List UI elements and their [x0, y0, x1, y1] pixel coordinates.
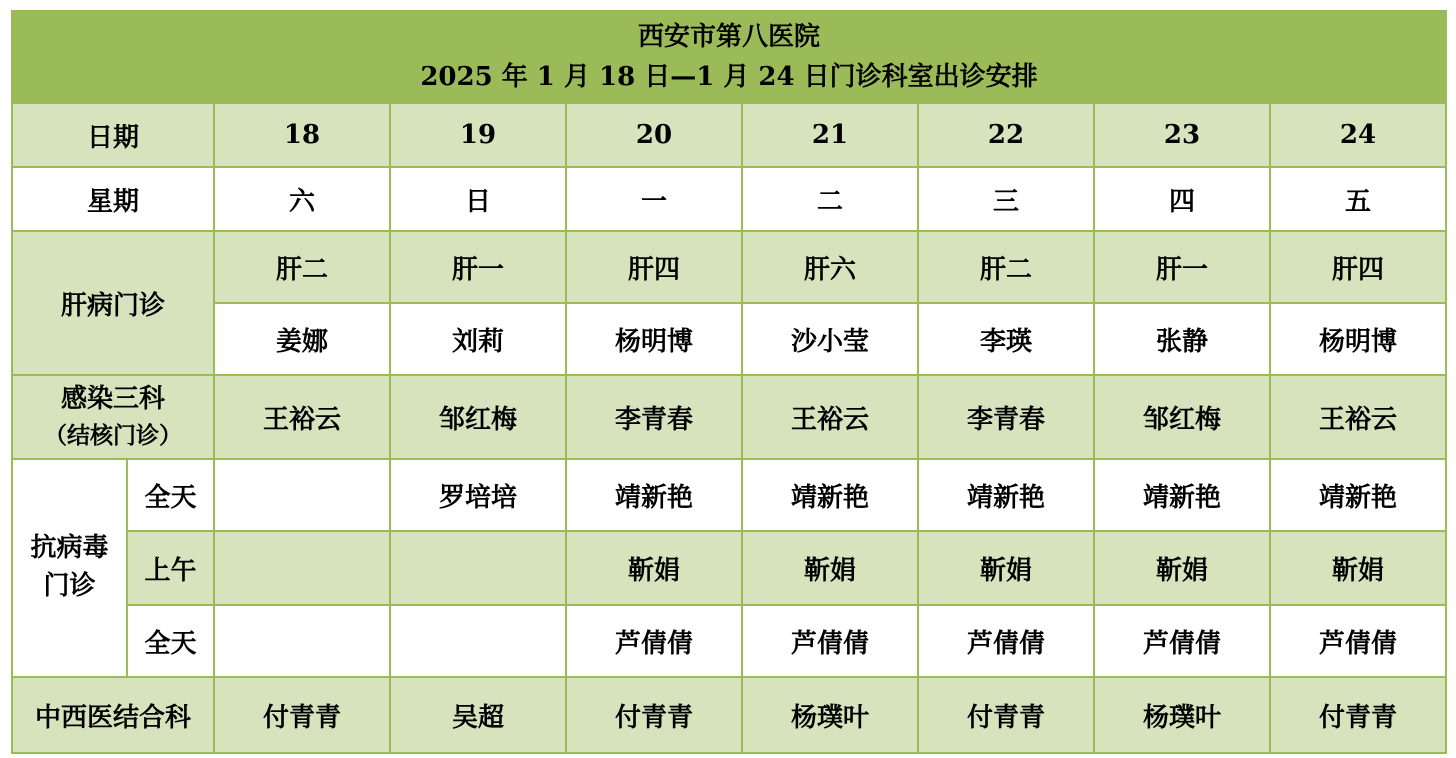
doctor-cell: 罗培培 — [390, 459, 566, 531]
date-cell: 21 — [742, 103, 918, 167]
doctor-cell: 刘莉 — [390, 303, 566, 375]
doctor-cell: 吴超 — [390, 677, 566, 753]
clinic-code-cell: 肝四 — [1270, 231, 1446, 303]
liver-clinic-doctor-row — [12, 303, 1446, 375]
doctor-cell: 付青青 — [214, 677, 390, 753]
doctor-cell: 王裕云 — [742, 375, 918, 459]
doctor-cell: 姜娜 — [214, 303, 390, 375]
antiviral-clinic-label — [12, 459, 127, 677]
infection-dept-label — [12, 375, 214, 459]
doctor-cell: 靳娟 — [566, 531, 742, 605]
weekday-cell: 日 — [390, 167, 566, 231]
doctor-cell: 付青青 — [566, 677, 742, 753]
antiviral-label-line1: 抗病毒 — [30, 533, 109, 564]
liver-clinic-label: 肝病门诊 — [12, 231, 214, 375]
weekday-cell: 二 — [742, 167, 918, 231]
clinic-code-cell: 肝四 — [566, 231, 742, 303]
doctor-cell: 张静 — [1094, 303, 1270, 375]
doctor-cell: 靳娟 — [1094, 531, 1270, 605]
title-row — [12, 11, 1446, 103]
doctor-cell: 芦倩倩 — [1270, 605, 1446, 677]
doctor-cell: 王裕云 — [1270, 375, 1446, 459]
doctor-cell: 靖新艳 — [1094, 459, 1270, 531]
weekday-row-label: 星期 — [12, 167, 214, 231]
infection-dept-label-line2: （结核门诊） — [44, 422, 182, 450]
doctor-cell: 邹红梅 — [390, 375, 566, 459]
doctor-cell: 邹红梅 — [1094, 375, 1270, 459]
clinic-code-cell: 肝六 — [742, 231, 918, 303]
doctor-cell: 靖新艳 — [566, 459, 742, 531]
clinic-code-cell: 肝二 — [214, 231, 390, 303]
time-slot-label: 全天 — [127, 605, 214, 677]
doctor-cell: 芦倩倩 — [742, 605, 918, 677]
weekday-cell: 一 — [566, 167, 742, 231]
date-row — [12, 103, 1446, 167]
date-cell: 24 — [1270, 103, 1446, 167]
weekday-cell: 五 — [1270, 167, 1446, 231]
antiviral-allday-row-1 — [12, 459, 1446, 531]
weekday-cell: 三 — [918, 167, 1094, 231]
clinic-code-cell: 肝一 — [1094, 231, 1270, 303]
doctor-cell: 靖新艳 — [1270, 459, 1446, 531]
antiviral-morning-row — [12, 531, 1446, 605]
doctor-cell: 付青青 — [1270, 677, 1446, 753]
doctor-cell: 靳娟 — [1270, 531, 1446, 605]
doctor-cell: 芦倩倩 — [566, 605, 742, 677]
doctor-cell — [214, 459, 390, 531]
clinic-code-cell: 肝二 — [918, 231, 1094, 303]
doctor-cell — [390, 531, 566, 605]
infection-dept-row — [12, 375, 1446, 459]
doctor-cell: 付青青 — [918, 677, 1094, 753]
antiviral-label-line2: 门诊 — [43, 571, 96, 601]
doctor-cell — [214, 531, 390, 605]
doctor-cell: 靖新艳 — [918, 459, 1094, 531]
date-cell: 18 — [214, 103, 390, 167]
hospital-name: 西安市第八医院 — [638, 21, 821, 52]
liver-clinic-code-row — [12, 231, 1446, 303]
doctor-cell: 靳娟 — [742, 531, 918, 605]
doctor-cell: 沙小莹 — [742, 303, 918, 375]
integrative-dept-row — [12, 677, 1446, 753]
weekday-cell: 六 — [214, 167, 390, 231]
doctor-cell: 李青春 — [918, 375, 1094, 459]
doctor-cell: 李瑛 — [918, 303, 1094, 375]
date-cell: 19 — [390, 103, 566, 167]
infection-dept-label-line1: 感染三科 — [60, 384, 165, 415]
doctor-cell: 杨璞叶 — [742, 677, 918, 753]
weekday-cell: 四 — [1094, 167, 1270, 231]
antiviral-allday-row-2 — [12, 605, 1446, 677]
time-slot-label: 上午 — [127, 531, 214, 605]
doctor-cell — [390, 605, 566, 677]
doctor-cell: 靳娟 — [918, 531, 1094, 605]
doctor-cell: 芦倩倩 — [1094, 605, 1270, 677]
doctor-cell: 王裕云 — [214, 375, 390, 459]
clinic-code-cell: 肝一 — [390, 231, 566, 303]
doctor-cell: 杨明博 — [566, 303, 742, 375]
time-slot-label: 全天 — [127, 459, 214, 531]
doctor-cell: 杨明博 — [1270, 303, 1446, 375]
date-cell: 22 — [918, 103, 1094, 167]
doctor-cell: 李青春 — [566, 375, 742, 459]
table-title — [12, 11, 1446, 103]
date-row-label: 日期 — [12, 103, 214, 167]
weekday-row — [12, 167, 1446, 231]
date-cell: 23 — [1094, 103, 1270, 167]
doctor-cell: 靖新艳 — [742, 459, 918, 531]
doctor-cell: 杨璞叶 — [1094, 677, 1270, 753]
doctor-cell: 芦倩倩 — [918, 605, 1094, 677]
outpatient-schedule-table — [11, 10, 1447, 754]
schedule-subtitle: 2025 年 1 月 18 日—1 月 24 日门诊科室出诊安排 — [420, 62, 1038, 92]
doctor-cell — [214, 605, 390, 677]
date-cell: 20 — [566, 103, 742, 167]
integrative-dept-label: 中西医结合科 — [12, 677, 214, 753]
